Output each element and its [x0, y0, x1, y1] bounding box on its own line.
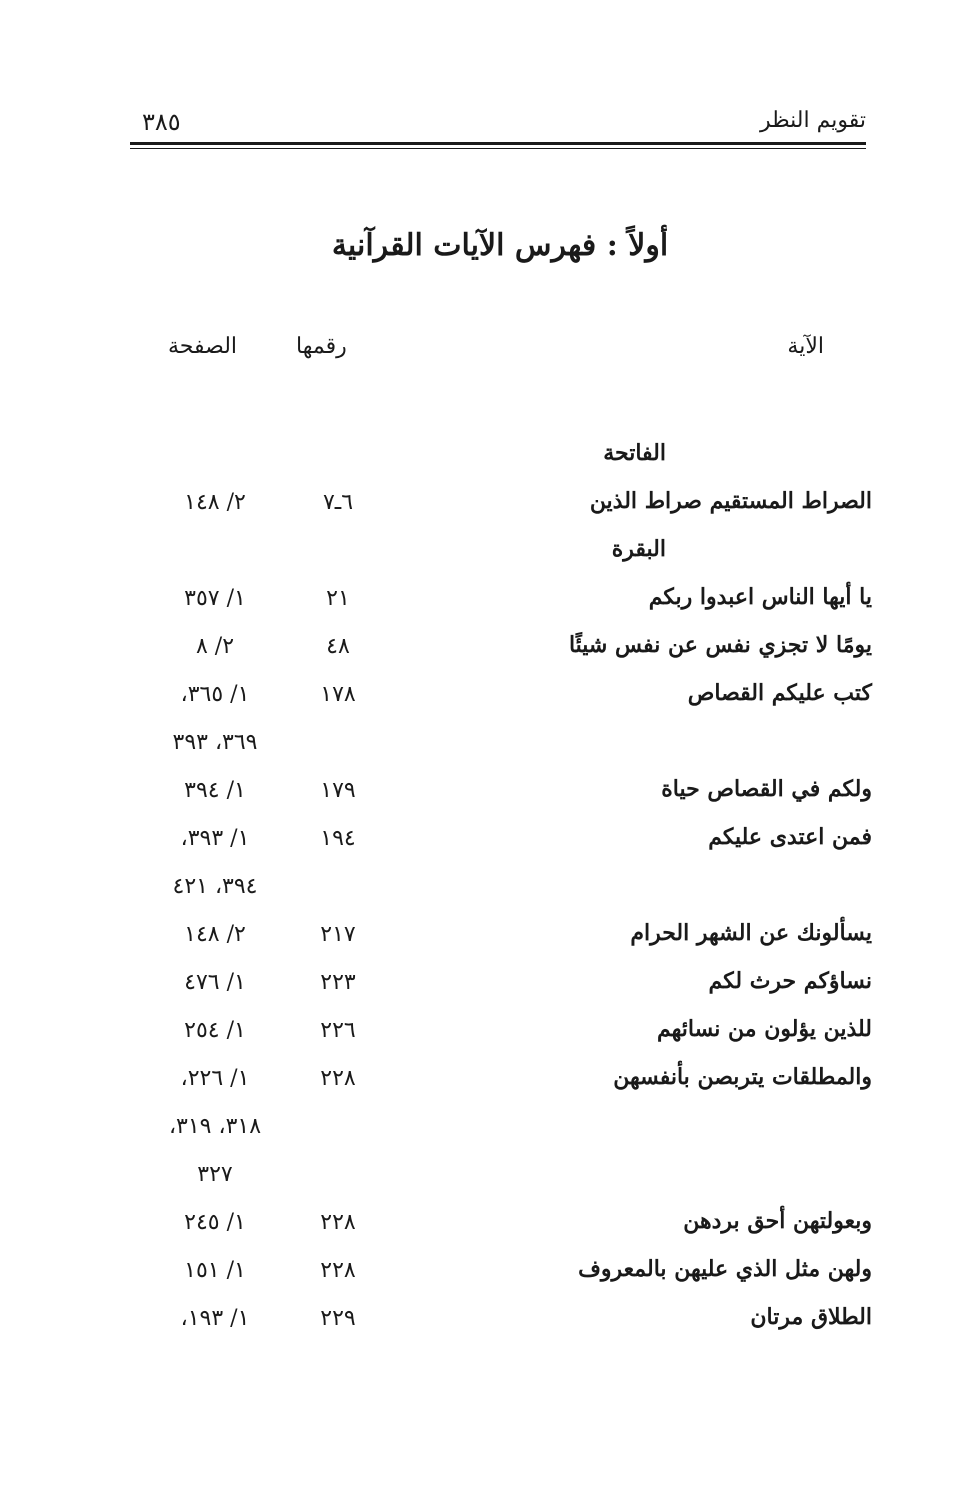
column-header-number: رقمها	[296, 334, 347, 359]
ayah-text: يا أيها الناس اعبدوا ربكم	[648, 584, 872, 610]
column-header-page: الصفحة	[168, 334, 238, 359]
index-row	[0, 1112, 962, 1152]
ayah-text: الطلاق مرتان	[750, 1304, 872, 1330]
running-title: تقويم النظر	[759, 108, 866, 133]
page-reference: ١/ ٢٢٦،	[180, 1066, 250, 1091]
page-reference: ١/ ٣٩٤	[184, 778, 246, 803]
page-reference: ١/ ٣٩٣،	[180, 826, 250, 851]
page-reference: ١/ ٢٤٥	[184, 1210, 246, 1235]
index-row	[0, 1304, 962, 1344]
ayah-text: للذين يؤلون من نسائهم	[657, 1016, 872, 1042]
page-reference: ١/ ٤٧٦	[184, 970, 246, 995]
section-title: أولاً : فهرس الآيات القرآنية	[331, 228, 669, 263]
index-row	[0, 872, 962, 912]
header-rule-thick	[130, 142, 866, 145]
ayah-number: ١٧٩	[320, 778, 356, 803]
surah-heading: البقرة	[611, 536, 666, 562]
ayah-text: نساؤكم حرث لكم	[708, 968, 872, 994]
ayah-number: ١٧٨	[320, 682, 356, 707]
index-row	[0, 824, 962, 864]
index-row	[0, 1016, 962, 1056]
index-row	[0, 920, 962, 960]
index-row	[0, 632, 962, 672]
page-reference-continued: ٣١٨، ٣١٩،	[168, 1114, 262, 1139]
index-row	[0, 1256, 962, 1296]
page-reference: ٢/ ١٤٨	[184, 490, 246, 515]
ayah-number: ٢٢٨	[320, 1066, 356, 1091]
ayah-number: ٤٨	[326, 634, 350, 659]
ayah-number: ٢١	[326, 586, 350, 611]
page-reference: ٢/ ٨	[195, 634, 235, 659]
header-rule-thin	[130, 148, 866, 149]
page-reference-continued: ٣٦٩، ٣٩٣	[172, 730, 258, 755]
index-row	[0, 968, 962, 1008]
page-reference-continued: ٣٢٧	[197, 1162, 233, 1187]
index-row	[0, 1064, 962, 1104]
page-reference: ١/ ١٩٣،	[180, 1306, 250, 1331]
page-reference: ١/ ٣٥٧	[184, 586, 246, 611]
ayah-text: وبعولتهن أحق بردهن	[683, 1208, 872, 1234]
page-reference: ١/ ٣٦٥،	[180, 682, 250, 707]
index-row	[0, 584, 962, 624]
surah-heading: الفاتحة	[603, 440, 666, 466]
ayah-text: ولكم في القصاص حياة	[661, 776, 872, 802]
page-reference: ٢/ ١٤٨	[184, 922, 246, 947]
page-reference: ١/ ١٥١	[184, 1258, 246, 1283]
ayah-text: ولهن مثل الذي عليهن بالمعروف	[578, 1256, 872, 1282]
index-row	[0, 680, 962, 720]
ayah-text: يومًا لا تجزي نفس عن نفس شيئًا	[568, 632, 872, 658]
ayah-number: ٢٢٦	[320, 1018, 356, 1043]
ayah-text: كتب عليكم القصاص	[687, 680, 872, 706]
ayah-number: ٢١٧	[320, 922, 356, 947]
page-reference: ١/ ٢٥٤	[184, 1018, 246, 1043]
index-row	[0, 488, 962, 528]
ayah-number: ٢٢٨	[320, 1258, 356, 1283]
ayah-text: يسألونك عن الشهر الحرام	[630, 920, 872, 946]
ayah-number: ٢٢٩	[320, 1306, 356, 1331]
index-row	[0, 1208, 962, 1248]
ayah-number: ١٩٤	[320, 826, 356, 851]
page-reference-continued: ٣٩٤، ٤٢١	[172, 874, 258, 899]
index-row	[0, 776, 962, 816]
ayah-text: الصراط المستقيم صراط الذين	[589, 488, 872, 514]
ayah-number: ٦ـ٧	[322, 490, 354, 515]
ayah-text: فمن اعتدى عليكم	[708, 824, 872, 850]
page-header	[132, 108, 866, 142]
index-row	[0, 728, 962, 768]
index-row	[0, 440, 962, 480]
ayah-number: ٢٢٨	[320, 1210, 356, 1235]
ayah-text: والمطلقات يتربصن بأنفسهن	[613, 1064, 872, 1090]
index-row	[0, 536, 962, 576]
ayah-number: ٢٢٣	[320, 970, 356, 995]
column-header-ayah: الآية	[787, 334, 824, 359]
index-row	[0, 1160, 962, 1200]
page-number: ٣٨٥	[142, 108, 181, 136]
